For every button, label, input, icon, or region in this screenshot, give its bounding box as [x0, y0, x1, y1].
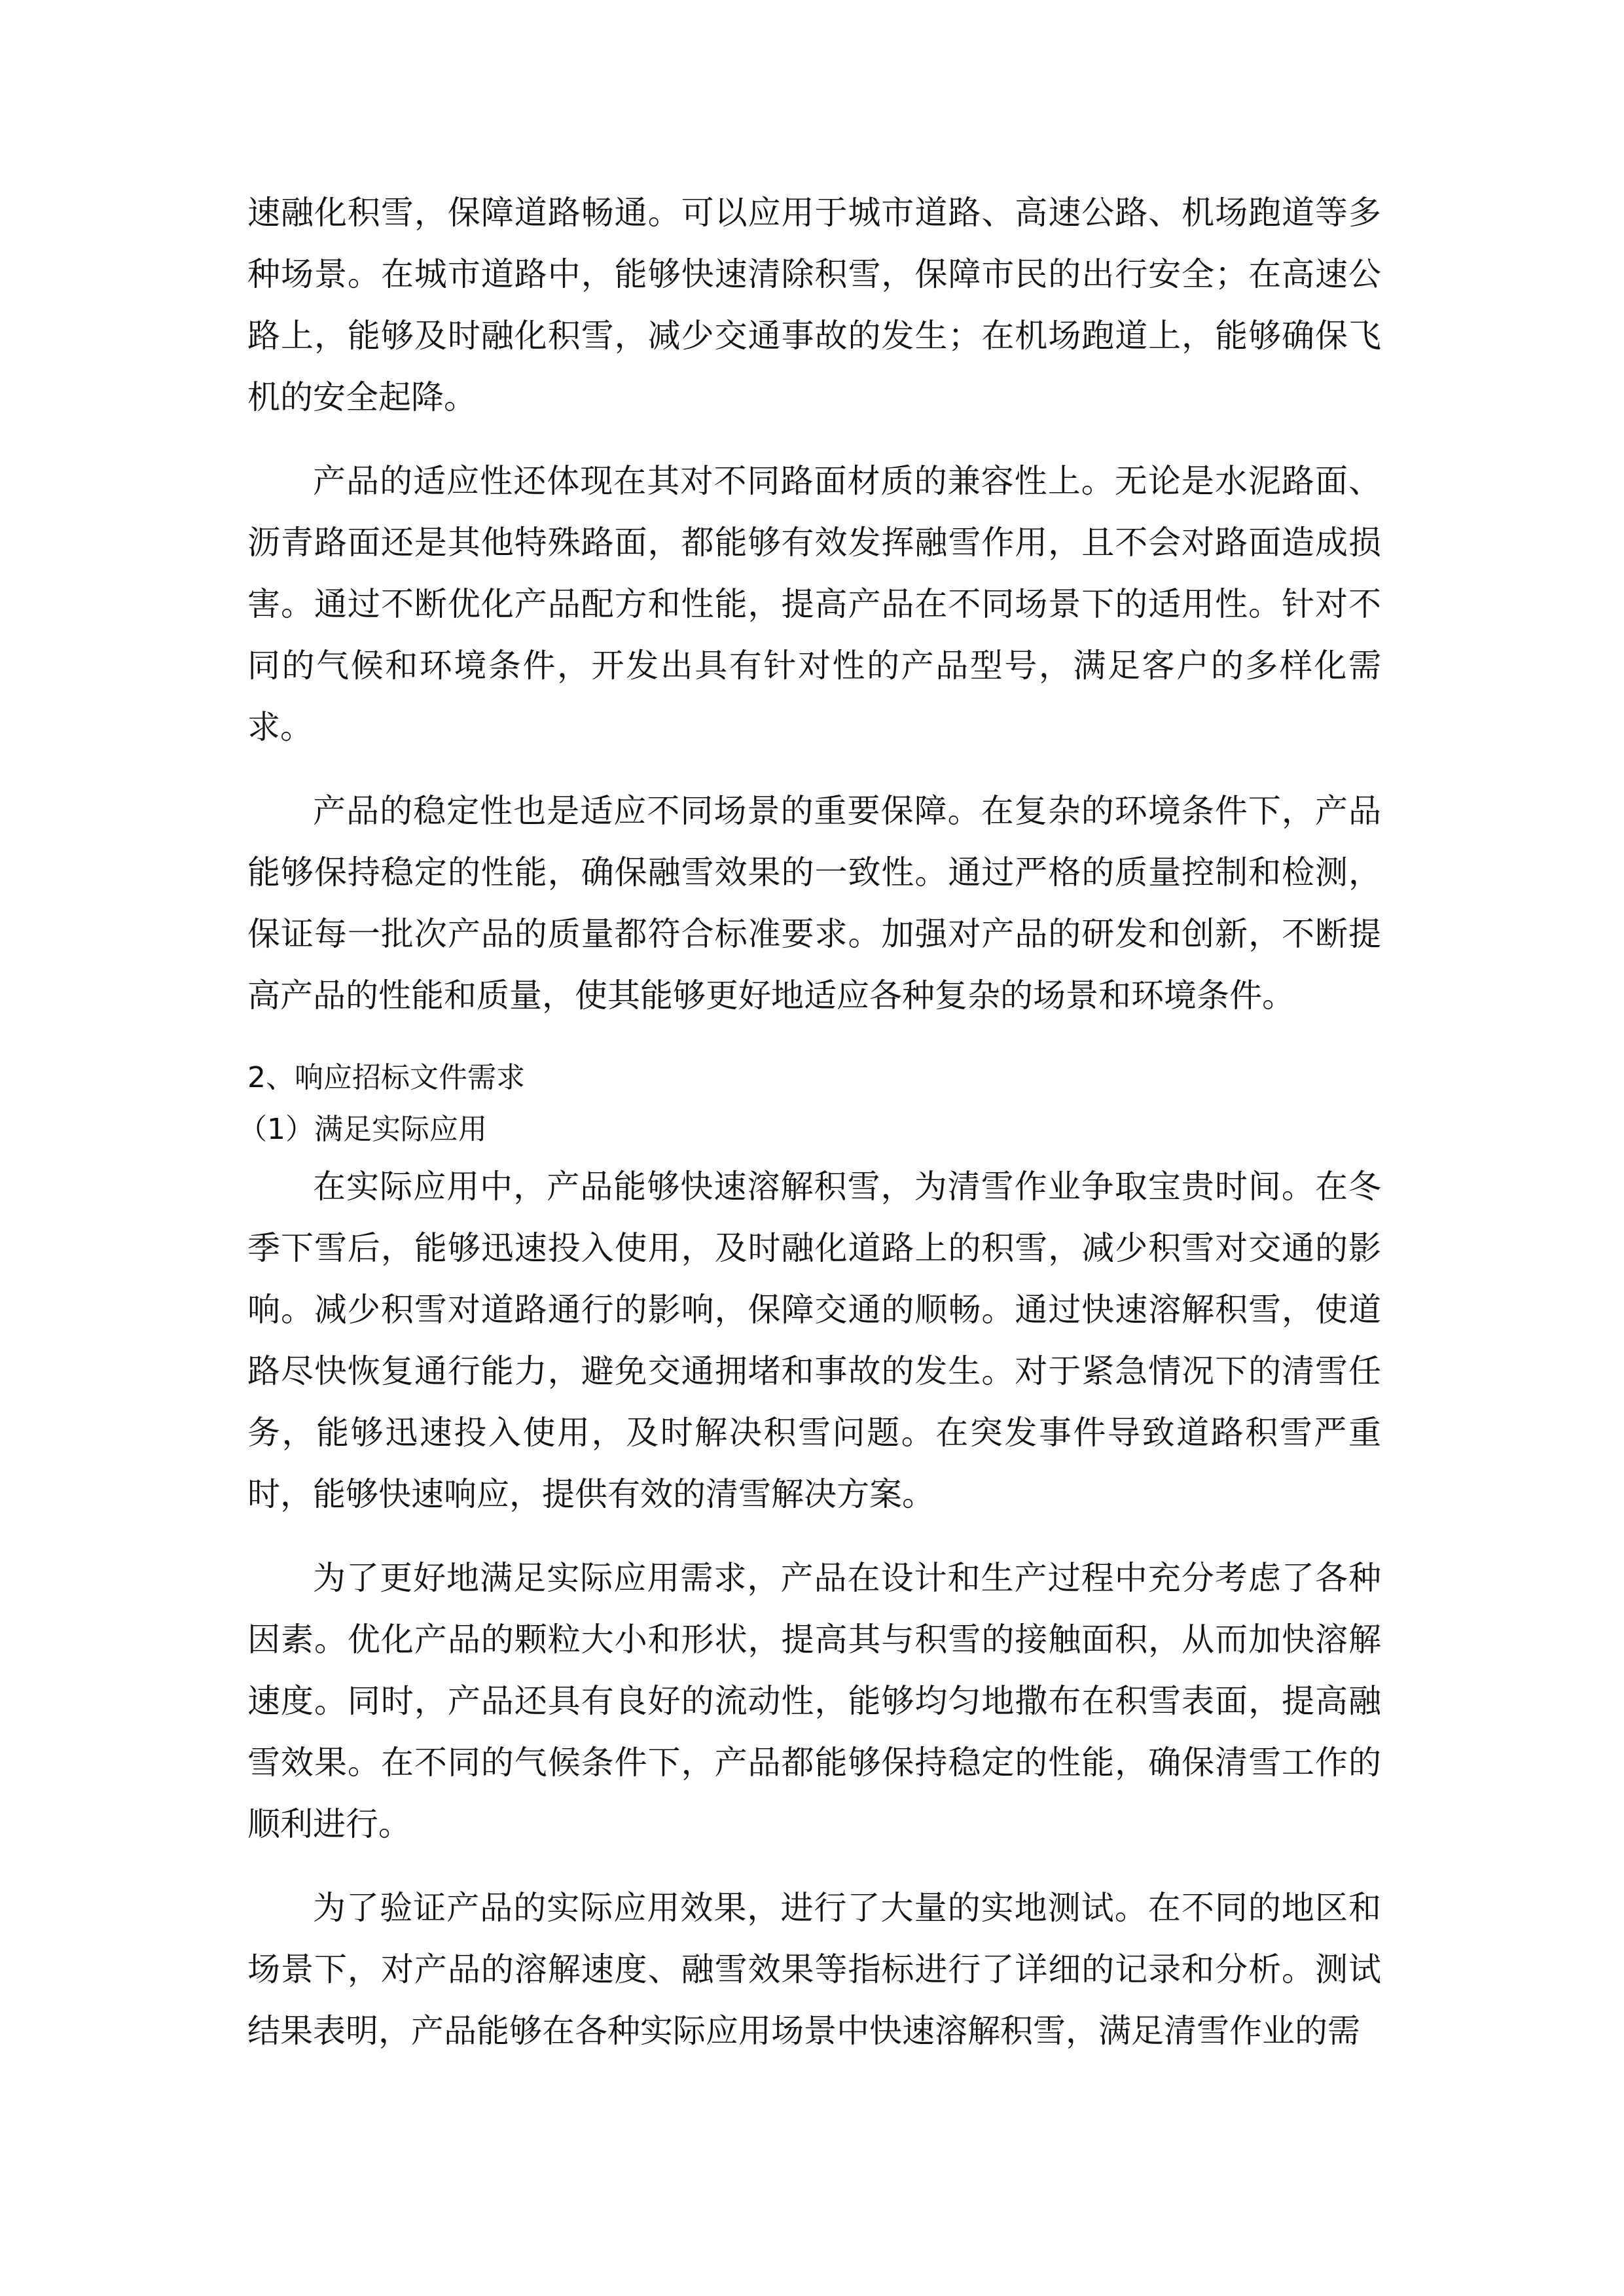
paragraph-stability: 产品的稳定性也是适应不同场景的重要保障。在复杂的环境条件下，产品能够保持稳定的性能，确保融雪效果的一致性。通过严格的质量控制和检测，保证每一批次产品的质量都符合标准要求。加强对产品的研发和创新，不断提高产品的性能和质量，使其能够更好地适应各种复杂的场景和环境条件。 [247, 792, 1381, 1014]
paragraph-adaptability: 产品的适应性还体现在其对不同路面材质的兼容性上。无论是水泥路面、沥青路面还是其他特殊路面，都能够有效发挥融雪作用，且不会对路面造成损害。通过不断优化产品配方和性能，提高产品在不同场景下的适用性。针对不同的气候和环境条件，开发出具有针对性的产品型号，满足客户的多样化需求。 [247, 462, 1381, 746]
paragraph-field-testing: 为了验证产品的实际应用效果，进行了大量的实地测试。在不同的地区和场景下，对产品的溶解速度、融雪效果等指标进行了详细的记录和分析。测试结果表明，产品能够在各种实际应用场景中快速溶解积雪，满足清雪作业的需 [247, 1889, 1381, 2050]
subsection-heading: （1）满足实际应用 [238, 1113, 487, 1146]
paragraph-practical-use: 在实际应用中，产品能够快速溶解积雪，为清雪作业争取宝贵时间。在冬季下雪后，能够迅速投入使用，及时融化道路上的积雪，减少积雪对交通的影响。减少积雪对道路通行的影响，保障交通的顺畅。通过快速溶解积雪，使道路尽快恢复通行能力，避免交通拥堵和事故的发生。对于紧急情况下的清雪任务，能够迅速投入使用，及时解决积雪问题。在突发事件导致道路积雪严重时，能够快速响应，提供有效的清雪解决方案。 [247, 1168, 1381, 1513]
paragraph-design-factors: 为了更好地满足实际应用需求，产品在设计和生产过程中充分考虑了各种因素。优化产品的颗粒大小和形状，提高其与积雪的接触面积，从而加快溶解速度。同时，产品还具有良好的流动性，能够均匀地撒布在积雪表面，提高融雪效果。在不同的气候条件下，产品都能够保持稳定的性能，确保清雪工作的顺利进行。 [247, 1559, 1381, 1843]
paragraph-continued: 速融化积雪，保障道路畅通。可以应用于城市道路、高速公路、机场跑道等多种场景。在城市道路中，能够快速清除积雪，保障市民的出行安全；在高速公路上，能够及时融化积雪，减少交通事故的发生；在机场跑道上，能够确保飞机的安全起降。 [247, 194, 1381, 416]
document-body [238, 182, 1381, 2062]
section-heading: 2、响应招标文件需求 [247, 1061, 525, 1094]
